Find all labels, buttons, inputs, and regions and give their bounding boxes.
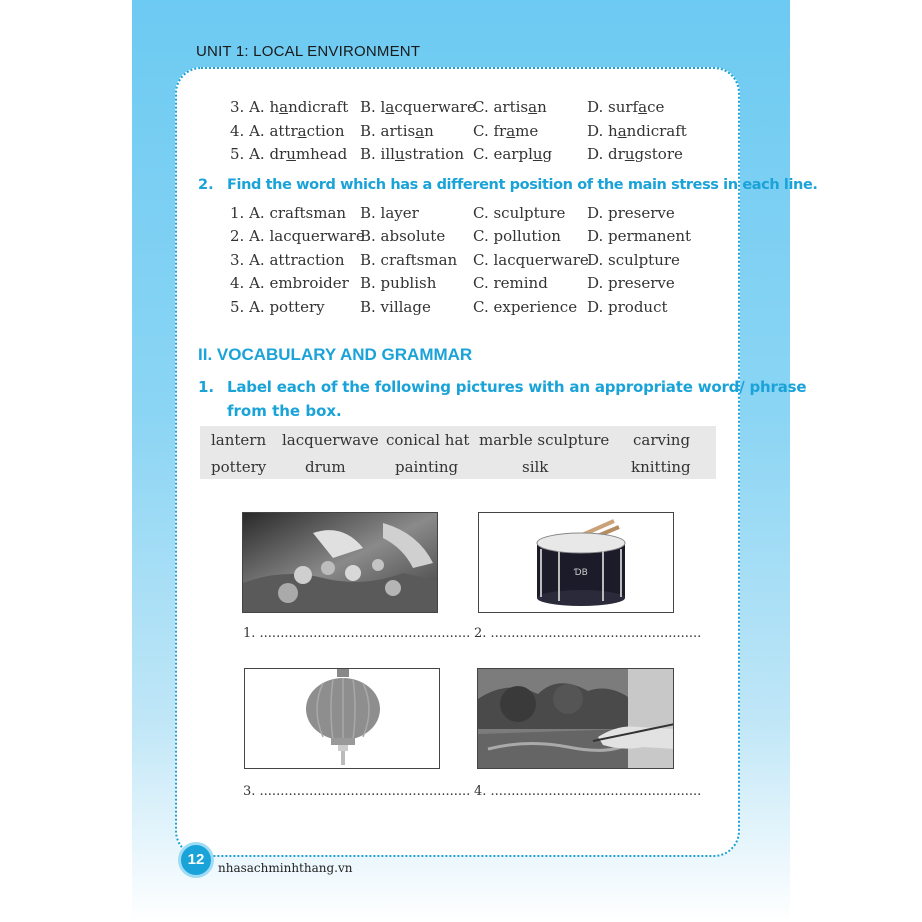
drum-photo	[478, 512, 674, 613]
ex2-cell: D. preserve	[587, 274, 675, 292]
ex1-r3-b: B. lacquerware	[360, 98, 476, 116]
vocab1-instruction-1: Label each of the following pictures with an appropriate word/ phrase	[227, 378, 807, 396]
vocab1-instruction-2: from the box.	[227, 402, 342, 420]
word-box-item: knitting	[631, 458, 691, 476]
answer-blank-2[interactable]: 2. ...................................................	[474, 626, 702, 641]
section-title: II. VOCABULARY AND GRAMMAR	[198, 345, 473, 364]
ex2-instruction: Find the word which has a different position of the main stress in each line.	[227, 177, 818, 193]
word-box-item: lacquerwave	[282, 431, 379, 449]
ex2-cell: C. experience	[473, 298, 578, 316]
answer-blank-3[interactable]: 3. ...................................................	[243, 784, 471, 799]
ex2-cell: C. pollution	[473, 227, 561, 245]
vocab1-number: 1.	[198, 378, 215, 396]
ex2-cell: C. lacquerware	[473, 251, 589, 269]
ex2-cell: 1. A. craftsman	[230, 204, 347, 222]
ex2-cell: 4. A. embroider	[230, 274, 349, 292]
ex1-r3-d: D. surface	[587, 98, 665, 116]
ex2-number: 2.	[198, 177, 214, 193]
word-box-item: drum	[305, 458, 346, 476]
ex2-cell: D. sculpture	[587, 251, 680, 269]
ex2-cell: D. preserve	[587, 204, 675, 222]
ex1-r5-a: 5. A. drumhead	[230, 145, 348, 163]
ex2-cell: D. permanent	[587, 227, 692, 245]
ex1-r3-a: 3. A. handicraft	[230, 98, 349, 116]
ex2-cell: 3. A. attraction	[230, 251, 345, 269]
word-box-item: marble sculpture	[479, 431, 610, 449]
word-box-item: painting	[395, 458, 459, 476]
svg-text:ƊB: ƊB	[574, 568, 588, 578]
unit-title: UNIT 1: LOCAL ENVIRONMENT	[196, 43, 421, 60]
website-label: nhasachminhthang.vn	[218, 861, 353, 875]
painting-photo	[477, 668, 674, 769]
ex1-r5-c: C. earplug	[473, 145, 553, 163]
ex2-cell: B. village	[360, 298, 431, 316]
answer-blank-4[interactable]: 4. ...................................................	[474, 784, 702, 799]
lantern-photo	[244, 668, 440, 769]
ex2-cell: 2. A. lacquerware	[230, 227, 365, 245]
ex2-cell: B. layer	[360, 204, 419, 222]
ex2-cell: B. craftsman	[360, 251, 458, 269]
ex2-cell: C. sculpture	[473, 204, 566, 222]
page-number-badge: 12	[178, 842, 214, 878]
ex2-cell: C. remind	[473, 274, 548, 292]
word-box-item: lantern	[211, 431, 267, 449]
ex2-cell: D. product	[587, 298, 668, 316]
ex1-r4-d: D. handicraft	[587, 122, 687, 140]
ex2-cell: 5. A. pottery	[230, 298, 325, 316]
ex1-r4-b: B. artisan	[360, 122, 434, 140]
carving-photo	[242, 512, 438, 613]
ex1-r3-c: C. artisan	[473, 98, 547, 116]
ex2-cell: B. absolute	[360, 227, 446, 245]
word-box-item: carving	[633, 431, 691, 449]
word-box-item: conical hat	[386, 431, 470, 449]
ex1-r4-c: C. frame	[473, 122, 539, 140]
answer-blank-1[interactable]: 1. ...................................................	[243, 626, 471, 641]
word-box-item: silk	[522, 458, 549, 476]
ex1-r5-d: D. drugstore	[587, 145, 683, 163]
ex1-r5-b: B. illustration	[360, 145, 464, 163]
ex1-r4-a: 4. A. attraction	[230, 122, 345, 140]
word-box-item: pottery	[211, 458, 267, 476]
ex2-cell: B. publish	[360, 274, 437, 292]
